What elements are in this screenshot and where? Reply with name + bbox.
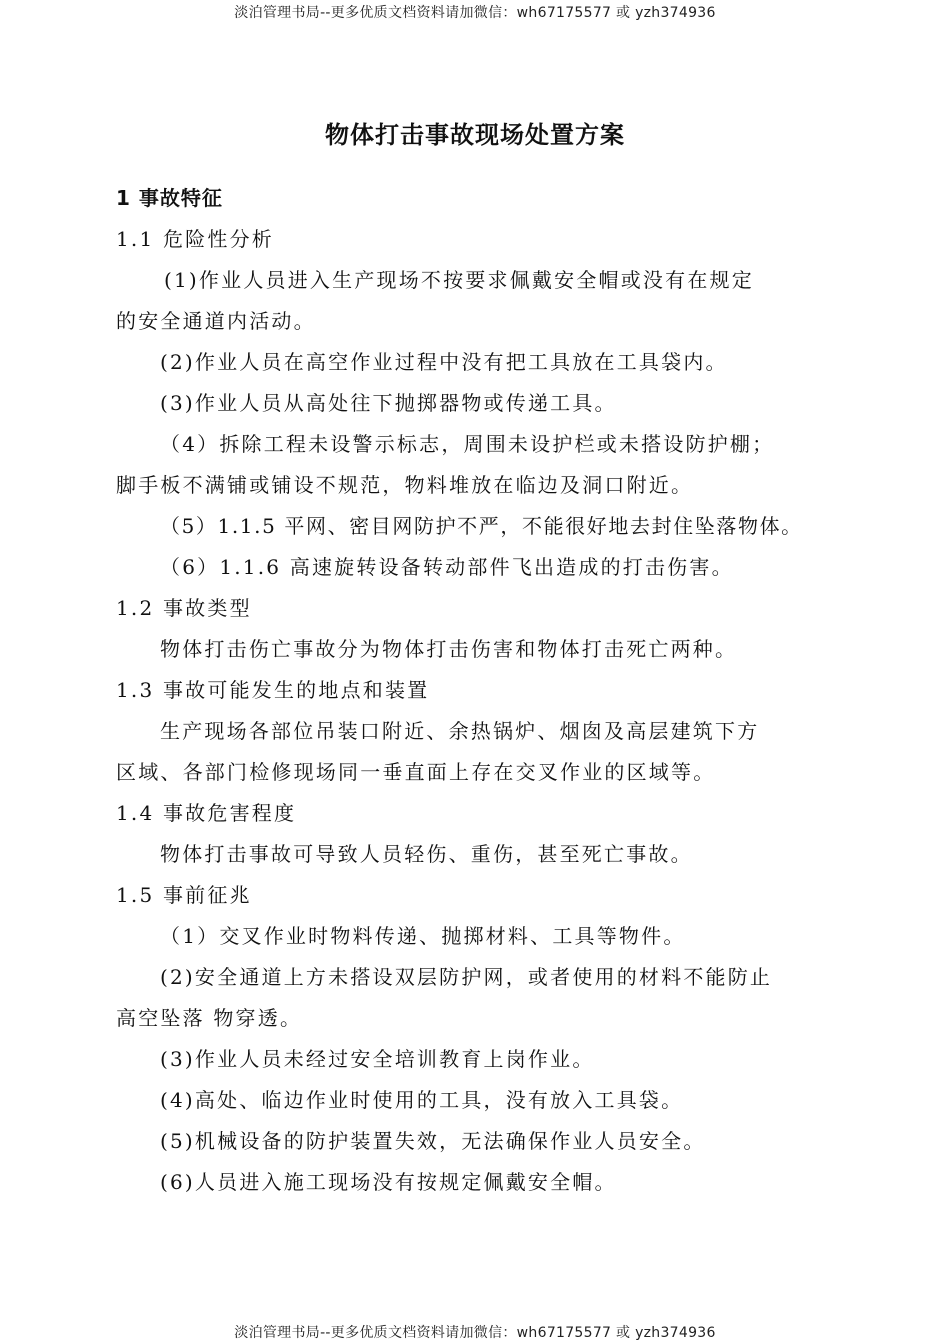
list-item: （6）1.1.6 高速旋转设备转动部件飞出造成的打击伤害。	[160, 555, 734, 579]
subsection-heading-1-3: 1.3 事故可能发生的地点和装置	[116, 678, 430, 702]
subsection-heading-1-4: 1.4 事故危害程度	[116, 801, 297, 825]
list-item: （5）1.1.5 平网、密目网防护不严，不能很好地去封住坠落物体。	[160, 514, 803, 538]
list-item: (6)人员进入施工现场没有按规定佩戴安全帽。	[160, 1170, 617, 1194]
subsection-heading-1-1: 1.1 危险性分析	[116, 227, 274, 251]
list-item: (5)机械设备的防护装置失效，无法确保作业人员安全。	[160, 1129, 706, 1153]
list-item-continuation: 高空坠落 物穿透。	[116, 1006, 303, 1030]
paragraph: 物体打击伤亡事故分为物体打击伤害和物体打击死亡两种。	[160, 637, 738, 661]
subsection-heading-1-5: 1.5 事前征兆	[116, 883, 252, 907]
list-item-continuation: 的安全通道内活动。	[116, 309, 316, 333]
paragraph: 物体打击事故可导致人员轻伤、重伤，甚至死亡事故。	[160, 842, 693, 866]
list-item-continuation: 脚手板不满铺或铺设不规范，物料堆放在临边及洞口附近。	[116, 473, 694, 497]
footer-watermark-banner: 淡泊管理书局--更多优质文档资料请加微信：wh67175577 或 yzh374936	[234, 1325, 716, 1341]
list-item: （1）交叉作业时物料传递、抛掷材料、工具等物件。	[160, 924, 686, 948]
list-item: （4）拆除工程未设警示标志，周围未设护栏或未搭设防护棚；	[160, 432, 775, 456]
section-heading-1: 1 事故特征	[116, 186, 223, 210]
list-item: (4)高处、临边作业时使用的工具，没有放入工具袋。	[160, 1088, 684, 1112]
list-item: (2)安全通道上方未搭设双层防护网，或者使用的材料不能防止	[160, 965, 773, 989]
paragraph-continuation: 区域、各部门检修现场同一垂直面上存在交叉作业的区域等。	[116, 760, 716, 784]
list-item: (2)作业人员在高空作业过程中没有把工具放在工具袋内。	[160, 350, 728, 374]
document-body	[116, 178, 846, 1203]
document-title: 物体打击事故现场处置方案	[325, 121, 625, 149]
list-item: (1)作业人员进入生产现场不按要求佩戴安全帽或没有在规定	[164, 268, 754, 292]
list-item: (3)作业人员从高处往下抛掷器物或传递工具。	[160, 391, 617, 415]
subsection-heading-1-2: 1.2 事故类型	[116, 596, 252, 620]
list-item: (3)作业人员未经过安全培训教育上岗作业。	[160, 1047, 595, 1071]
header-watermark-banner: 淡泊管理书局--更多优质文档资料请加微信：wh67175577 或 yzh374936	[234, 5, 716, 21]
paragraph: 生产现场各部位吊装口附近、余热锅炉、烟囱及高层建筑下方	[160, 719, 760, 743]
